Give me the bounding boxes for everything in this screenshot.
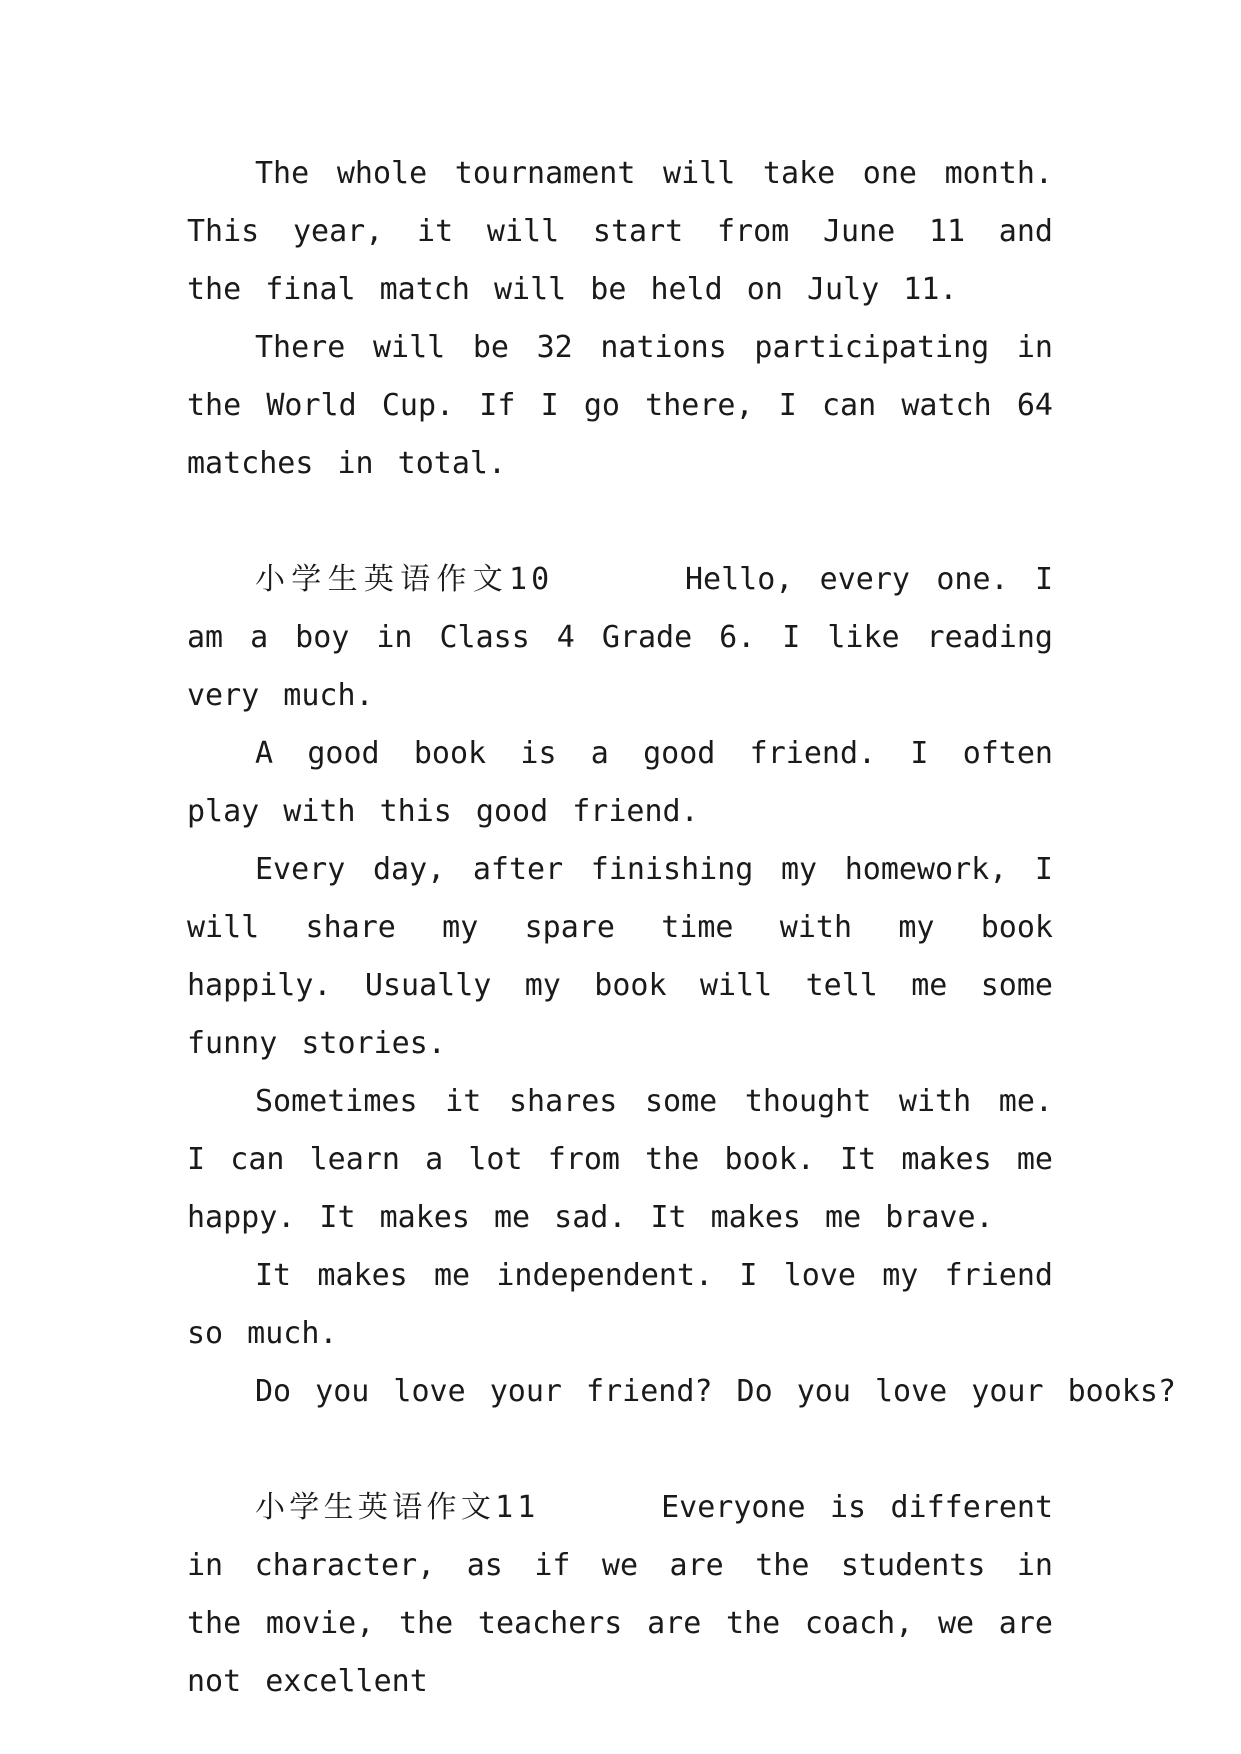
section-gap: [187, 493, 1053, 551]
paragraph-world-cup-nations: There will be 32 nations participating in the World Cup. If I go there, I can watch 64 matches in total.: [187, 330, 1053, 481]
essay-10-paragraph: Sometimes it shares some thought with me. I can learn a lot from the book. It makes me happy. It makes me sad. It makes me brave.: [187, 1084, 1053, 1235]
essay-11-intro-paragraph: [187, 1479, 1053, 1711]
essay-10-paragraph: Do you love your friend? Do you love your books?: [255, 1374, 1176, 1409]
essay-10-paragraph: Every day, after finishing my homework, I will share my spare time with my book happily. Usually my book will tell me some funny stories.: [187, 852, 1053, 1061]
essay-11-intro: Everyone is different in character, as if we are the students in the movie, the teachers are the coach, we are not excellent: [187, 1490, 1054, 1699]
essay-10-title: 小学生英语作文10: [255, 562, 554, 597]
paragraph-tournament-duration: The whole tournament will take one month. This year, it will start from June 11 and the final match will be held on July 11.: [187, 156, 1053, 307]
essay-10-intro-paragraph: [187, 551, 1053, 725]
essay-10-paragraph: A good book is a good friend. I often play with this good friend.: [187, 736, 1053, 829]
section-gap: [187, 1421, 1053, 1479]
document-body: [187, 145, 1176, 1711]
essay-10-paragraph: It makes me independent. I love my friend so much.: [187, 1258, 1053, 1351]
essay-11-title: 小学生英语作文11: [255, 1490, 540, 1525]
essay-10-intro: Hello, every one. I am a boy in Class 4 Grade 6. I like reading very much.: [187, 562, 1054, 713]
